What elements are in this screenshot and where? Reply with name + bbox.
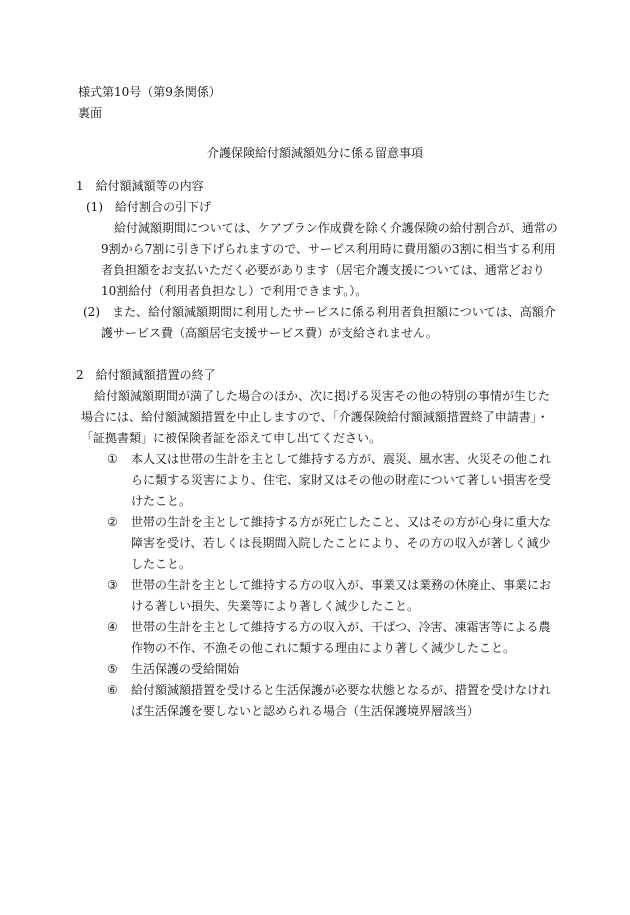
form-number: 様式第10号（第9条関係） [78,85,221,99]
document-body [76,176,560,722]
item-text: 世帯の生計を主として維持する方の収入が、事業又は業務の休廃止、事業における著しい損失、失業等により著しく減少したこと。 [131,578,552,613]
item-text: 世帯の生計を主として維持する方の収入が、干ばつ、冷害、凍霜害等による農作物の不作、不漁その他これに類する理由により著しく減少したこと。 [131,620,551,655]
section-1-heading: 1 給付額減額等の内容 [76,179,204,193]
section-gap [76,344,560,365]
section-1-item-1-text: 給付減額期間については、ケアプラン作成費を除く介護保険の給付割合が、通常の9割から7割に引き下げられますので、サービス利用時に費用額の3割に相当する利用者負担額をお支払いただく必要があります（居宅介護支援については、通常どおり10割給付（利用者負担なし）で利用できます。）。 [101,221,558,298]
item-number: ② [107,515,118,529]
section-2-heading: 2 給付額減額措置の終了 [76,368,216,382]
section-2-list-item [107,512,560,575]
item-number: ③ [107,578,118,592]
section-2-list-item [107,449,560,512]
item-text: 世帯の生計を主として維持する方が死亡したこと、又はその方が心身に重大な障害を受け、若しくは長期間入院したことにより、その方の収入が著しく減少したこと。 [131,515,552,571]
section-2-list-item [107,617,560,659]
section-2-list-item [107,659,560,680]
item-number: ① [107,452,118,466]
item-text: 給付額減額措置を受けると生活保護が必要な状態となるが、措置を受けなければ生活保護を要しないと認められる場合（生活保護境界層該当） [131,683,552,718]
section-1-item-1-heading: (1) 給付割合の引下げ [86,200,211,214]
item-text: 本人又は世帯の生計を主として維持する方が、震災、風水害、火災その他これらに類する災害により、住宅、家財又はその他の財産について著しい損害を受けたこと。 [131,452,552,508]
item-text: 生活保護の受給開始 [131,662,240,676]
section-2-list-item [107,575,560,617]
section-2-intro: 給付額減額期間が満了した場合のほか、次に掲げる災害その他の特別の事情が生じた場合には、給付額減額措置を中止しますので、「介護保険給付額減額措置終了申請書」・「証拠書類」に被保険者証を添えて申し出てください。 [81,389,551,445]
item-number: ⑥ [107,683,118,697]
item-number: ⑤ [107,662,118,676]
section-1-item-2-text: (2) また、給付額減額期間に利用したサービスに係る利用者負担額については、高額介護サービス費（高額居宅支援サービス費）が支給されません。 [83,305,556,340]
document-title: 介護保険給付額減額処分に係る留意事項 [207,146,424,160]
section-2-list-item [107,680,560,722]
item-number: ④ [107,620,118,634]
page-side-label: 裏面 [78,106,103,120]
